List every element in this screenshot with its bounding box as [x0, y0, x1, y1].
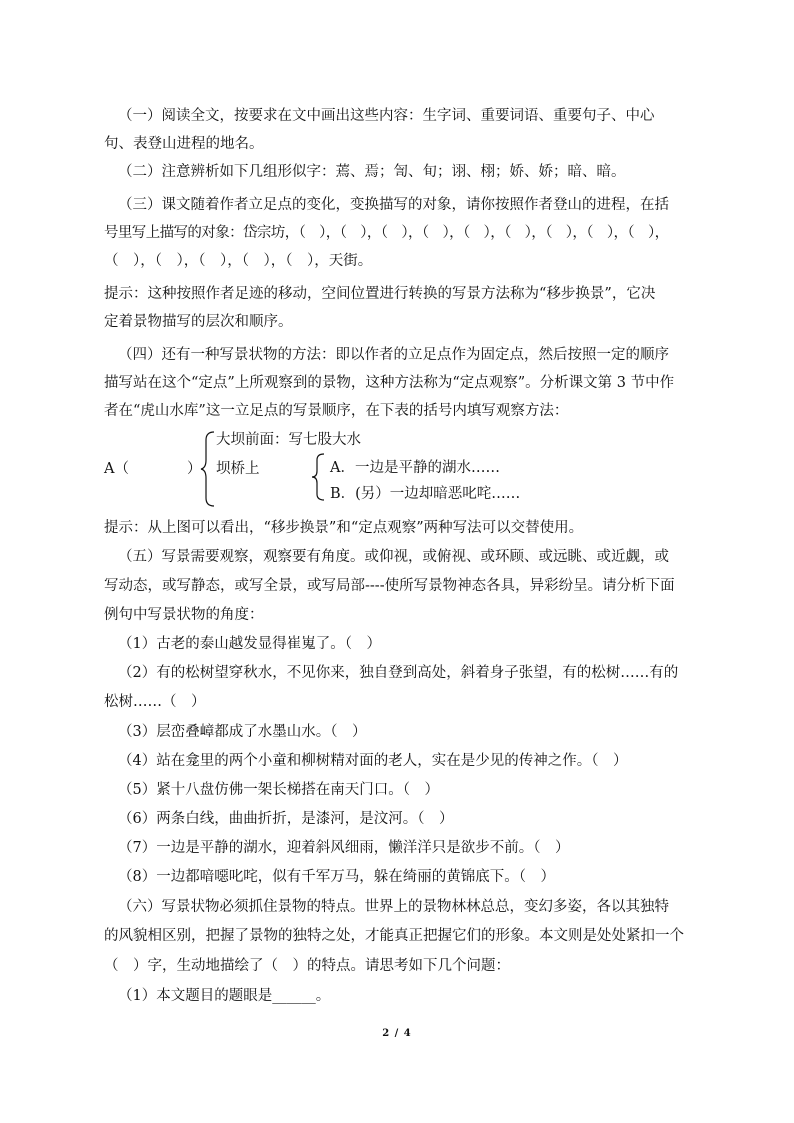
text-line: 松树……（ ）	[104, 694, 206, 710]
text-line: （一）阅读全文，按要求在文中画出这些内容：生字词、重要词语、重要句子、中心	[118, 108, 655, 124]
text-line: 提示：这种按照作者足迹的移动，空间位置进行转换的写景方法称为“移步换景”，它决	[104, 286, 656, 302]
diagram-option-b: B．(另）一边却暗恶叱咤……	[330, 486, 521, 502]
text-line: （ ），（ ），（ ），（ ），（ ），天街。	[104, 253, 373, 269]
text-line: 写动态，或写静态，或写全景，或写局部----使所写景物神态各具，异彩纷呈。请分析下面	[104, 578, 675, 594]
diagram-bridge: 坝桥上	[216, 461, 260, 477]
text-line: （四）还有一种写景状物的方法：即以作者的立足点作为固定点，然后按照一定的顺序	[118, 347, 669, 363]
brace-left	[200, 430, 216, 508]
text-line: 号里写上描写的对象：岱宗坊，（ ），（ ），（ ），（ ），（ ），（ ），（ ），（ ），（ ），	[104, 225, 669, 241]
text-line: （六）写景状物必须抓住景物的特点。世界上的景物林林总总，变幻多姿，各以其独特	[118, 899, 669, 915]
text-line: 者在“虎山水库”这一立足点的写景顺序，在下表的括号内填写观察方法：	[104, 403, 569, 419]
text-line: 的风貌相区别，把握了景物的独特之处，才能真正把握它们的形象。本文则是处处紧扣一个	[104, 928, 684, 944]
text-line: 例句中写景状物的角度：	[104, 607, 264, 623]
diagram-option-a: A．一边是平静的湖水……	[330, 460, 500, 476]
text-line: （1）古老的泰山越发显得崔嵬了。（ ）	[118, 636, 381, 652]
text-line: （五）写景需要观察，观察要有角度。或仰视，或俯视、或环顾、或远眺、或近觑，或	[118, 549, 669, 565]
diagram-top: 大坝前面：写七股大水	[216, 432, 361, 448]
brace-right	[310, 452, 326, 502]
text-line: （三）课文随着作者立足点的变化，变换描写的对象，请你按照作者登山的进程，在括	[118, 197, 669, 213]
text-line: （8）一边都喑噁叱咤，似有千军万马，躲在绮丽的黄锦底下。（ ）	[118, 869, 555, 885]
text-line: （3）层峦叠嶂都成了水墨山水。（ ）	[118, 724, 367, 740]
text-line: （2）有的松树望穿秋水，不见你来，独自登到高处，斜着身子张望，有的松树……有的	[118, 665, 679, 681]
diagram-a-label: A（ ）	[104, 461, 202, 477]
text-line: 描写站在这个“定点”上所观察到的景物，这种方法称为“定点观察”。分析课文第 3 节中作	[104, 375, 675, 391]
text-line: （1）本文题目的题眼是______。	[118, 988, 331, 1004]
text-line: （6）两条白线，曲曲折折，是漆河，是汶河。（ ）	[118, 811, 454, 827]
text-line: （4）站在龛里的两个小童和柳树精对面的老人，实在是少见的传神之作。（ ）	[118, 753, 628, 769]
text-line: 句、表登山进程的地名。	[104, 136, 264, 152]
text-line: （二）注意辨析如下几组形似字：蔫、焉；訇、旬；诩、栩；娇、娇；暗、暗。	[118, 164, 626, 180]
text-line: （ ）字，生动地描绘了（ ）的特点。请思考如下几个问题：	[104, 958, 510, 974]
text-line: （5）紧十八盘仿佛一架长梯搭在南天门口。（ ）	[118, 782, 439, 798]
text-line: （7）一边是平静的湖水，迎着斜风细雨，懒洋洋只是欲步不前。（ ）	[118, 840, 570, 856]
text-line: 提示：从上图可以看出，“移步换景”和“定点观察”两种写法可以交替使用。	[104, 520, 584, 536]
text-line: 定着景物描写的层次和顺序。	[104, 314, 293, 330]
page-number: 2 / 4	[382, 1028, 412, 1039]
